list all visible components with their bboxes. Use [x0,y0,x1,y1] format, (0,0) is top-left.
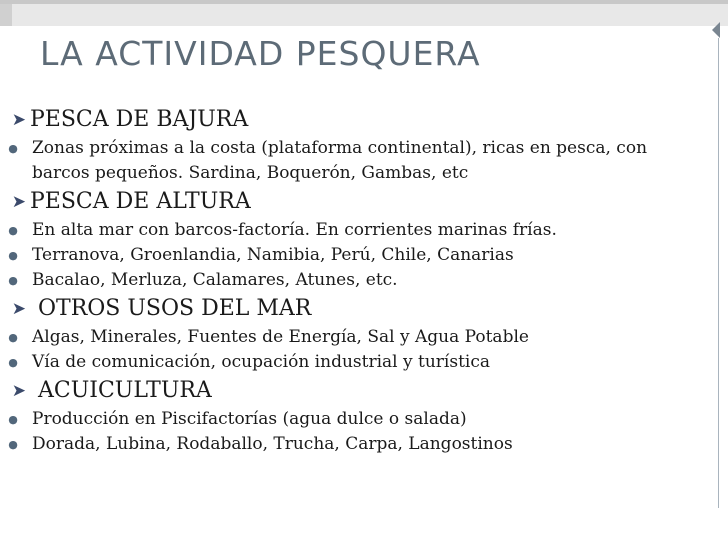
list-item [0,268,700,293]
section-heading-label: PESCA DE ALTURA [30,189,251,214]
dot-bullet-icon: ● [8,249,18,262]
arrow-bullet-icon: ➤ [11,192,26,212]
section-heading-otros-usos [0,293,700,325]
left-accent-band [0,4,12,26]
list-item-text: En alta mar con barcos-factoría. En corrientes marinas frías. [32,220,557,240]
section-heading-label: OTROS USOS DEL MAR [38,296,312,321]
dot-bullet-icon: ● [8,413,18,426]
list-item-text: Producción en Piscifactorías (agua dulce o salada) [32,409,467,429]
dot-bullet-icon: ● [8,438,18,451]
list-item-text: Zonas próximas a la costa (plataforma continental), ricas en pesca, con barcos pequeños. Sardina, Boquerón, Gambas, etc [32,138,648,183]
dot-bullet-icon: ● [8,224,18,237]
list-item [0,136,700,186]
list-item [0,325,700,350]
list-item-text: Bacalao, Merluza, Calamares, Atunes, etc. [32,270,398,290]
list-item-text: Terranova, Groenlandia, Namibia, Perú, Chile, Canarias [32,245,514,265]
arrow-bullet-icon: ➤ [11,110,26,130]
section-heading-label: ACUICULTURA [38,378,212,403]
list-item [0,407,700,432]
side-rule [718,38,719,508]
top-banner-edge [0,0,728,4]
list-item [0,218,700,243]
page-title: LA ACTIVIDAD PESQUERA [40,34,481,73]
list-item [0,243,700,268]
slide-body [0,104,700,457]
section-heading-bajura [0,104,700,136]
section-heading-altura [0,186,700,218]
list-item [0,350,700,375]
arrow-bullet-icon: ➤ [11,299,26,319]
dot-bullet-icon: ● [8,274,18,287]
list-item-text: Dorada, Lubina, Rodaballo, Trucha, Carpa, Langostinos [32,434,513,454]
arrow-bullet-icon: ➤ [11,381,26,401]
list-item [0,432,700,457]
dot-bullet-icon: ● [8,356,18,369]
section-heading-label: PESCA DE BAJURA [30,107,249,132]
list-item-text: Vía de comunicación, ocupación industrial y turística [32,352,490,372]
dot-bullet-icon: ● [8,331,18,344]
corner-flag-icon [712,22,720,38]
section-heading-acuicultura [0,375,700,407]
list-item-text: Algas, Minerales, Fuentes de Energía, Sal y Agua Potable [32,327,529,347]
dot-bullet-icon: ● [8,142,18,155]
